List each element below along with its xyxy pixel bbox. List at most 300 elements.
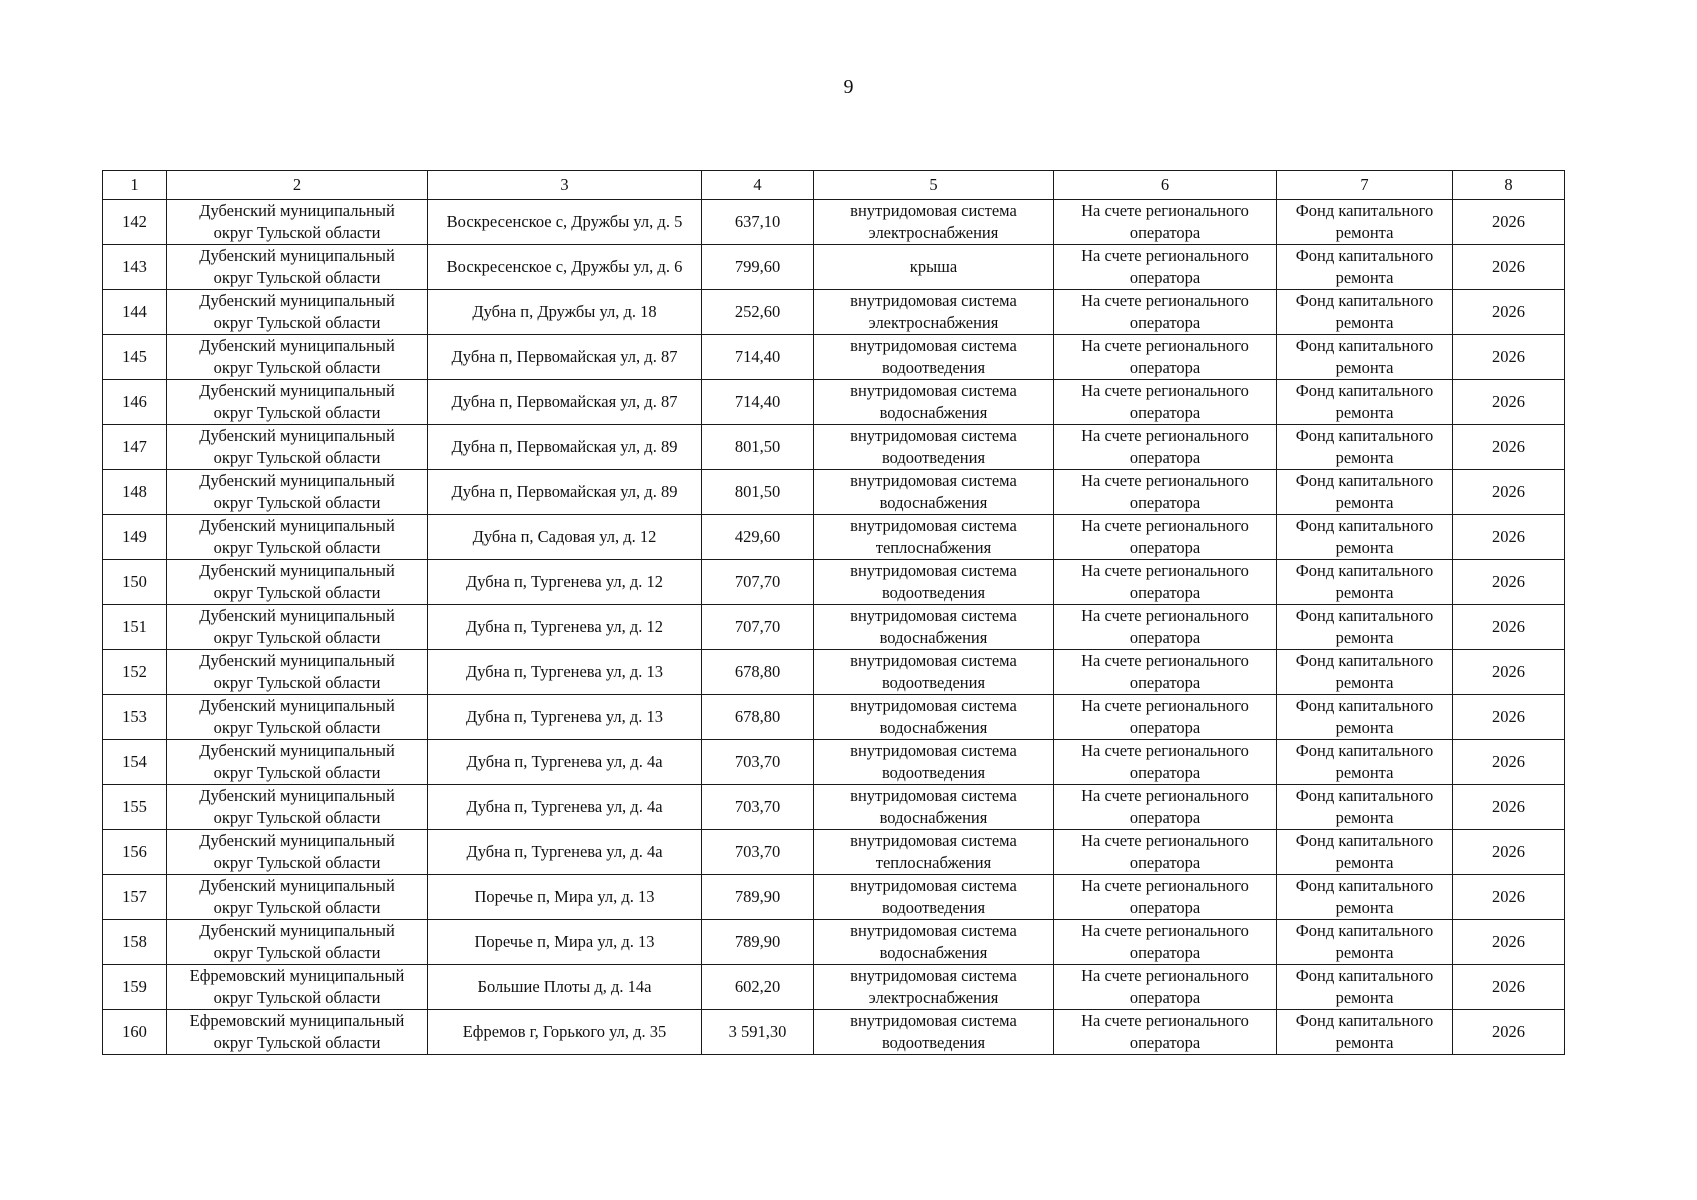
work-type-cell-line: внутридомовая система — [850, 606, 1017, 625]
address-cell: Большие Плоты д, д. 14а — [428, 965, 702, 1010]
fund-account-cell — [1054, 965, 1277, 1010]
fund-account-cell-line: оператора — [1129, 808, 1201, 827]
fund-account-cell — [1054, 1010, 1277, 1055]
fund-account-cell-line: оператора — [1129, 718, 1201, 737]
work-type-cell-line: внутридомовая система — [850, 831, 1017, 850]
fund-account-cell-line: На счете регионального — [1081, 336, 1249, 355]
fund-account-cell-line: На счете регионального — [1081, 606, 1249, 625]
table-row — [103, 875, 1565, 920]
work-type-cell — [814, 920, 1054, 965]
area-cell: 707,70 — [702, 560, 814, 605]
district-cell-line: Дубенский муниципальный — [199, 606, 395, 625]
work-type-cell — [814, 425, 1054, 470]
district-cell-line: округ Тульской области — [213, 538, 381, 557]
work-type-cell-line: внутридомовая система — [850, 651, 1017, 670]
fund-account-cell — [1054, 515, 1277, 560]
area-cell: 429,60 — [702, 515, 814, 560]
funding-source-cell — [1277, 245, 1453, 290]
area-cell: 714,40 — [702, 335, 814, 380]
row-number-cell: 159 — [103, 965, 167, 1010]
fund-account-cell-line: оператора — [1129, 493, 1201, 512]
row-number-cell: 160 — [103, 1010, 167, 1055]
funding-source-cell — [1277, 335, 1453, 380]
fund-account-cell — [1054, 785, 1277, 830]
address-cell: Дубна п, Первомайская ул, д. 89 — [428, 425, 702, 470]
fund-account-cell — [1054, 650, 1277, 695]
fund-account-cell-line: оператора — [1129, 538, 1201, 557]
work-type-cell — [814, 650, 1054, 695]
year-cell: 2026 — [1453, 200, 1565, 245]
district-cell-line: Ефремовский муниципальный — [189, 1011, 405, 1030]
year-cell: 2026 — [1453, 335, 1565, 380]
work-type-cell-line: водоснабжения — [879, 943, 988, 962]
year-cell: 2026 — [1453, 380, 1565, 425]
district-cell — [167, 380, 428, 425]
fund-account-cell-line: На счете регионального — [1081, 471, 1249, 490]
work-type-cell-line: водоснабжения — [879, 403, 988, 422]
funding-source-cell — [1277, 740, 1453, 785]
funding-source-cell-line: ремонта — [1335, 898, 1394, 917]
funding-source-cell-line: Фонд капитального — [1295, 201, 1434, 220]
work-type-cell — [814, 515, 1054, 560]
fund-account-cell-line: На счете регионального — [1081, 1011, 1249, 1030]
work-type-cell — [814, 335, 1054, 380]
work-type-cell-line: внутридомовая система — [850, 336, 1017, 355]
work-type-cell — [814, 560, 1054, 605]
district-cell-line: округ Тульской области — [213, 1033, 381, 1052]
work-type-cell — [814, 695, 1054, 740]
funding-source-cell-line: Фонд капитального — [1295, 291, 1434, 310]
year-cell: 2026 — [1453, 785, 1565, 830]
district-cell — [167, 245, 428, 290]
funding-source-cell-line: ремонта — [1335, 403, 1394, 422]
address-cell: Поречье п, Мира ул, д. 13 — [428, 875, 702, 920]
district-cell — [167, 695, 428, 740]
fund-account-cell-line: На счете регионального — [1081, 966, 1249, 985]
district-cell-line: Дубенский муниципальный — [199, 246, 395, 265]
work-type-cell-line: внутридомовая система — [850, 741, 1017, 760]
row-number-cell: 147 — [103, 425, 167, 470]
row-number-cell: 155 — [103, 785, 167, 830]
address-cell: Дубна п, Тургенева ул, д. 12 — [428, 605, 702, 650]
fund-account-cell-line: На счете регионального — [1081, 201, 1249, 220]
funding-source-cell — [1277, 1010, 1453, 1055]
district-cell-line: округ Тульской области — [213, 628, 381, 647]
funding-source-cell — [1277, 650, 1453, 695]
fund-account-cell-line: На счете регионального — [1081, 426, 1249, 445]
year-cell: 2026 — [1453, 515, 1565, 560]
work-type-cell-line: водоотведения — [881, 763, 986, 782]
year-cell: 2026 — [1453, 920, 1565, 965]
work-type-cell-line: водоотведения — [881, 1033, 986, 1052]
area-cell: 799,60 — [702, 245, 814, 290]
funding-source-cell-line: Фонд капитального — [1295, 246, 1434, 265]
row-number-cell: 148 — [103, 470, 167, 515]
table-row — [103, 965, 1565, 1010]
funding-source-cell-line: ремонта — [1335, 943, 1394, 962]
work-type-cell-line: внутридомовая система — [850, 381, 1017, 400]
funding-source-cell — [1277, 875, 1453, 920]
district-cell-line: округ Тульской области — [213, 673, 381, 692]
district-cell — [167, 650, 428, 695]
area-cell: 801,50 — [702, 425, 814, 470]
address-cell: Дубна п, Тургенева ул, д. 12 — [428, 560, 702, 605]
year-cell: 2026 — [1453, 830, 1565, 875]
fund-account-cell-line: оператора — [1129, 358, 1201, 377]
funding-source-cell-line: ремонта — [1335, 673, 1394, 692]
fund-account-cell-line: оператора — [1129, 223, 1201, 242]
district-cell — [167, 785, 428, 830]
fund-account-cell-line: На счете регионального — [1081, 561, 1249, 580]
work-type-cell-line: теплоснабжения — [875, 853, 992, 872]
fund-account-cell — [1054, 875, 1277, 920]
funding-source-cell-line: Фонд капитального — [1295, 471, 1434, 490]
fund-account-cell-line: оператора — [1129, 448, 1201, 467]
row-number-cell: 151 — [103, 605, 167, 650]
fund-account-cell-line: оператора — [1129, 763, 1201, 782]
funding-source-cell-line: Фонд капитального — [1295, 651, 1434, 670]
fund-account-cell-line: оператора — [1129, 943, 1201, 962]
work-type-cell-line: внутридомовая система — [850, 201, 1017, 220]
funding-source-cell-line: ремонта — [1335, 853, 1394, 872]
district-cell-line: округ Тульской области — [213, 898, 381, 917]
table-row — [103, 200, 1565, 245]
work-type-cell-line: электроснабжения — [868, 223, 999, 242]
year-cell: 2026 — [1453, 245, 1565, 290]
funding-source-cell — [1277, 380, 1453, 425]
area-cell: 252,60 — [702, 290, 814, 335]
table-row — [103, 335, 1565, 380]
work-type-cell-line: водоснабжения — [879, 718, 988, 737]
funding-source-cell-line: Фонд капитального — [1295, 1011, 1434, 1030]
fund-account-cell-line: оператора — [1129, 853, 1201, 872]
funding-source-cell-line: ремонта — [1335, 313, 1394, 332]
fund-account-cell-line: На счете регионального — [1081, 381, 1249, 400]
row-number-cell: 142 — [103, 200, 167, 245]
year-cell: 2026 — [1453, 740, 1565, 785]
funding-source-cell-line: Фонд капитального — [1295, 786, 1434, 805]
funding-source-cell — [1277, 965, 1453, 1010]
district-cell-line: Дубенский муниципальный — [199, 381, 395, 400]
fund-account-cell — [1054, 380, 1277, 425]
district-cell-line: Дубенский муниципальный — [199, 561, 395, 580]
column-number: 3 — [428, 171, 702, 200]
fund-account-cell-line: На счете регионального — [1081, 741, 1249, 760]
work-type-cell-line: крыша — [909, 257, 958, 276]
area-cell: 602,20 — [702, 965, 814, 1010]
fund-account-cell — [1054, 740, 1277, 785]
table-row — [103, 560, 1565, 605]
table-row — [103, 830, 1565, 875]
fund-account-cell — [1054, 245, 1277, 290]
fund-account-cell-line: На счете регионального — [1081, 831, 1249, 850]
table-row — [103, 380, 1565, 425]
address-cell: Дубна п, Первомайская ул, д. 89 — [428, 470, 702, 515]
district-cell — [167, 470, 428, 515]
funding-source-cell-line: Фонд капитального — [1295, 741, 1434, 760]
area-cell: 801,50 — [702, 470, 814, 515]
work-type-cell-line: внутридомовая система — [850, 291, 1017, 310]
work-type-cell-line: теплоснабжения — [875, 538, 992, 557]
row-number-cell: 154 — [103, 740, 167, 785]
district-cell-line: Дубенский муниципальный — [199, 651, 395, 670]
year-cell: 2026 — [1453, 1010, 1565, 1055]
row-number-cell: 150 — [103, 560, 167, 605]
work-type-cell — [814, 830, 1054, 875]
work-type-cell-line: внутридомовая система — [850, 1011, 1017, 1030]
table-row — [103, 695, 1565, 740]
column-number: 2 — [167, 171, 428, 200]
work-type-cell-line: водоснабжения — [879, 628, 988, 647]
column-number-row — [103, 171, 1565, 200]
address-cell: Воскресенское с, Дружбы ул, д. 6 — [428, 245, 702, 290]
funding-source-cell — [1277, 605, 1453, 650]
work-type-cell — [814, 875, 1054, 920]
district-cell-line: округ Тульской области — [213, 223, 381, 242]
funding-source-cell-line: ремонта — [1335, 718, 1394, 737]
work-type-cell-line: внутридомовая система — [850, 876, 1017, 895]
area-cell: 789,90 — [702, 920, 814, 965]
work-type-cell-line: водоотведения — [881, 358, 986, 377]
work-type-cell — [814, 605, 1054, 650]
district-cell-line: округ Тульской области — [213, 718, 381, 737]
work-type-cell — [814, 200, 1054, 245]
fund-account-cell-line: оператора — [1129, 313, 1201, 332]
district-cell-line: округ Тульской области — [213, 358, 381, 377]
fund-account-cell-line: оператора — [1129, 403, 1201, 422]
funding-source-cell — [1277, 425, 1453, 470]
fund-account-cell — [1054, 425, 1277, 470]
area-cell: 714,40 — [702, 380, 814, 425]
area-cell: 703,70 — [702, 785, 814, 830]
work-type-cell-line: водоснабжения — [879, 493, 988, 512]
year-cell: 2026 — [1453, 290, 1565, 335]
district-cell-line: округ Тульской области — [213, 583, 381, 602]
year-cell: 2026 — [1453, 560, 1565, 605]
row-number-cell: 158 — [103, 920, 167, 965]
district-cell-line: Дубенский муниципальный — [199, 201, 395, 220]
district-cell-line: Дубенский муниципальный — [199, 516, 395, 535]
fund-account-cell-line: На счете регионального — [1081, 246, 1249, 265]
work-type-cell-line: водоотведения — [881, 898, 986, 917]
funding-source-cell — [1277, 200, 1453, 245]
table-row — [103, 605, 1565, 650]
page-number: 9 — [843, 76, 854, 98]
work-type-cell-line: водоотведения — [881, 448, 986, 467]
funding-source-cell-line: Фонд капитального — [1295, 561, 1434, 580]
district-cell — [167, 875, 428, 920]
area-cell: 703,70 — [702, 740, 814, 785]
funding-source-cell-line: Фонд капитального — [1295, 696, 1434, 715]
fund-account-cell — [1054, 470, 1277, 515]
fund-account-cell-line: На счете регионального — [1081, 876, 1249, 895]
district-cell-line: округ Тульской области — [213, 988, 381, 1007]
funding-source-cell — [1277, 470, 1453, 515]
area-cell: 678,80 — [702, 650, 814, 695]
table-row — [103, 470, 1565, 515]
row-number-cell: 153 — [103, 695, 167, 740]
funding-source-cell-line: Фонд капитального — [1295, 876, 1434, 895]
funding-source-cell-line: ремонта — [1335, 628, 1394, 647]
row-number-cell: 145 — [103, 335, 167, 380]
funding-source-cell-line: Фонд капитального — [1295, 426, 1434, 445]
area-cell: 703,70 — [702, 830, 814, 875]
fund-account-cell-line: На счете регионального — [1081, 516, 1249, 535]
work-type-cell-line: внутридомовая система — [850, 966, 1017, 985]
work-type-cell — [814, 380, 1054, 425]
column-number: 1 — [103, 171, 167, 200]
address-cell: Дубна п, Первомайская ул, д. 87 — [428, 380, 702, 425]
area-cell: 707,70 — [702, 605, 814, 650]
row-number-cell: 156 — [103, 830, 167, 875]
fund-account-cell — [1054, 830, 1277, 875]
district-cell-line: Дубенский муниципальный — [199, 921, 395, 940]
funding-source-cell-line: ремонта — [1335, 358, 1394, 377]
fund-account-cell-line: оператора — [1129, 583, 1201, 602]
work-type-cell — [814, 245, 1054, 290]
column-number: 4 — [702, 171, 814, 200]
year-cell: 2026 — [1453, 650, 1565, 695]
work-type-cell-line: внутридомовая система — [850, 561, 1017, 580]
fund-account-cell — [1054, 920, 1277, 965]
funding-source-cell-line: Фонд капитального — [1295, 606, 1434, 625]
funding-source-cell-line: ремонта — [1335, 493, 1394, 512]
address-cell: Дубна п, Тургенева ул, д. 4а — [428, 830, 702, 875]
district-cell — [167, 920, 428, 965]
district-cell — [167, 740, 428, 785]
work-type-cell — [814, 785, 1054, 830]
row-number-cell: 144 — [103, 290, 167, 335]
work-type-cell-line: внутридомовая система — [850, 921, 1017, 940]
fund-account-cell — [1054, 560, 1277, 605]
table-body — [103, 171, 1565, 1055]
district-cell-line: округ Тульской области — [213, 763, 381, 782]
funding-source-cell — [1277, 560, 1453, 605]
fund-account-cell — [1054, 290, 1277, 335]
work-type-cell-line: электроснабжения — [868, 313, 999, 332]
work-type-cell-line: электроснабжения — [868, 988, 999, 1007]
work-type-cell-line: внутридомовая система — [850, 516, 1017, 535]
table-row — [103, 785, 1565, 830]
district-cell-line: Дубенский муниципальный — [199, 336, 395, 355]
funding-source-cell — [1277, 920, 1453, 965]
row-number-cell: 149 — [103, 515, 167, 560]
district-cell-line: Дубенский муниципальный — [199, 831, 395, 850]
table-row — [103, 515, 1565, 560]
work-type-cell — [814, 470, 1054, 515]
fund-account-cell — [1054, 695, 1277, 740]
area-cell: 3 591,30 — [702, 1010, 814, 1055]
fund-account-cell-line: На счете регионального — [1081, 921, 1249, 940]
year-cell: 2026 — [1453, 605, 1565, 650]
row-number-cell: 152 — [103, 650, 167, 695]
funding-source-cell-line: Фонд капитального — [1295, 516, 1434, 535]
area-cell: 789,90 — [702, 875, 814, 920]
district-cell-line: Дубенский муниципальный — [199, 696, 395, 715]
funding-source-cell-line: Фонд капитального — [1295, 381, 1434, 400]
funding-source-cell-line: ремонта — [1335, 268, 1394, 287]
fund-account-cell-line: оператора — [1129, 1033, 1201, 1052]
fund-account-cell-line: оператора — [1129, 898, 1201, 917]
funding-source-cell-line: Фонд капитального — [1295, 966, 1434, 985]
address-cell: Поречье п, Мира ул, д. 13 — [428, 920, 702, 965]
work-type-cell-line: водоотведения — [881, 673, 986, 692]
fund-account-cell-line: оператора — [1129, 673, 1201, 692]
fund-account-cell-line: На счете регионального — [1081, 786, 1249, 805]
address-cell: Дубна п, Тургенева ул, д. 4а — [428, 785, 702, 830]
funding-source-cell-line: ремонта — [1335, 808, 1394, 827]
address-cell: Дубна п, Дружбы ул, д. 18 — [428, 290, 702, 335]
fund-account-cell-line: оператора — [1129, 628, 1201, 647]
district-cell-line: округ Тульской области — [213, 313, 381, 332]
funding-source-cell — [1277, 290, 1453, 335]
work-type-cell — [814, 740, 1054, 785]
district-cell-line: Дубенский муниципальный — [199, 786, 395, 805]
district-cell-line: округ Тульской области — [213, 268, 381, 287]
district-cell-line: округ Тульской области — [213, 448, 381, 467]
funding-source-cell — [1277, 695, 1453, 740]
fund-account-cell-line: На счете регионального — [1081, 291, 1249, 310]
work-type-cell-line: внутридомовая система — [850, 786, 1017, 805]
fund-account-cell — [1054, 335, 1277, 380]
funding-source-cell — [1277, 830, 1453, 875]
table-row — [103, 245, 1565, 290]
fund-account-cell-line: На счете регионального — [1081, 651, 1249, 670]
district-cell-line: Дубенский муниципальный — [199, 426, 395, 445]
district-cell-line: округ Тульской области — [213, 943, 381, 962]
district-cell — [167, 830, 428, 875]
address-cell: Дубна п, Тургенева ул, д. 4а — [428, 740, 702, 785]
work-type-cell — [814, 290, 1054, 335]
work-type-cell — [814, 1010, 1054, 1055]
address-cell: Дубна п, Первомайская ул, д. 87 — [428, 335, 702, 380]
district-cell-line: Ефремовский муниципальный — [189, 966, 405, 985]
funding-source-cell-line: ремонта — [1335, 538, 1394, 557]
column-number: 7 — [1277, 171, 1453, 200]
table-row — [103, 740, 1565, 785]
row-number-cell: 157 — [103, 875, 167, 920]
district-cell-line: Дубенский муниципальный — [199, 291, 395, 310]
table-row — [103, 290, 1565, 335]
funding-source-cell-line: ремонта — [1335, 763, 1394, 782]
funding-source-cell-line: Фонд капитального — [1295, 831, 1434, 850]
column-number: 5 — [814, 171, 1054, 200]
district-cell-line: Дубенский муниципальный — [199, 741, 395, 760]
column-number: 6 — [1054, 171, 1277, 200]
funding-source-cell — [1277, 515, 1453, 560]
row-number-cell: 143 — [103, 245, 167, 290]
column-number: 8 — [1453, 171, 1565, 200]
work-type-cell-line: внутридомовая система — [850, 426, 1017, 445]
funding-source-cell-line: ремонта — [1335, 448, 1394, 467]
funding-source-cell-line: Фонд капитального — [1295, 336, 1434, 355]
repair-plan-table — [102, 170, 1565, 1055]
district-cell — [167, 605, 428, 650]
address-cell: Дубна п, Тургенева ул, д. 13 — [428, 650, 702, 695]
address-cell: Дубна п, Тургенева ул, д. 13 — [428, 695, 702, 740]
work-type-cell-line: внутридомовая система — [850, 696, 1017, 715]
year-cell: 2026 — [1453, 470, 1565, 515]
funding-source-cell — [1277, 785, 1453, 830]
district-cell — [167, 965, 428, 1010]
work-type-cell — [814, 965, 1054, 1010]
address-cell: Ефремов г, Горького ул, д. 35 — [428, 1010, 702, 1055]
year-cell: 2026 — [1453, 425, 1565, 470]
district-cell — [167, 290, 428, 335]
year-cell: 2026 — [1453, 965, 1565, 1010]
funding-source-cell-line: Фонд капитального — [1295, 921, 1434, 940]
year-cell: 2026 — [1453, 695, 1565, 740]
